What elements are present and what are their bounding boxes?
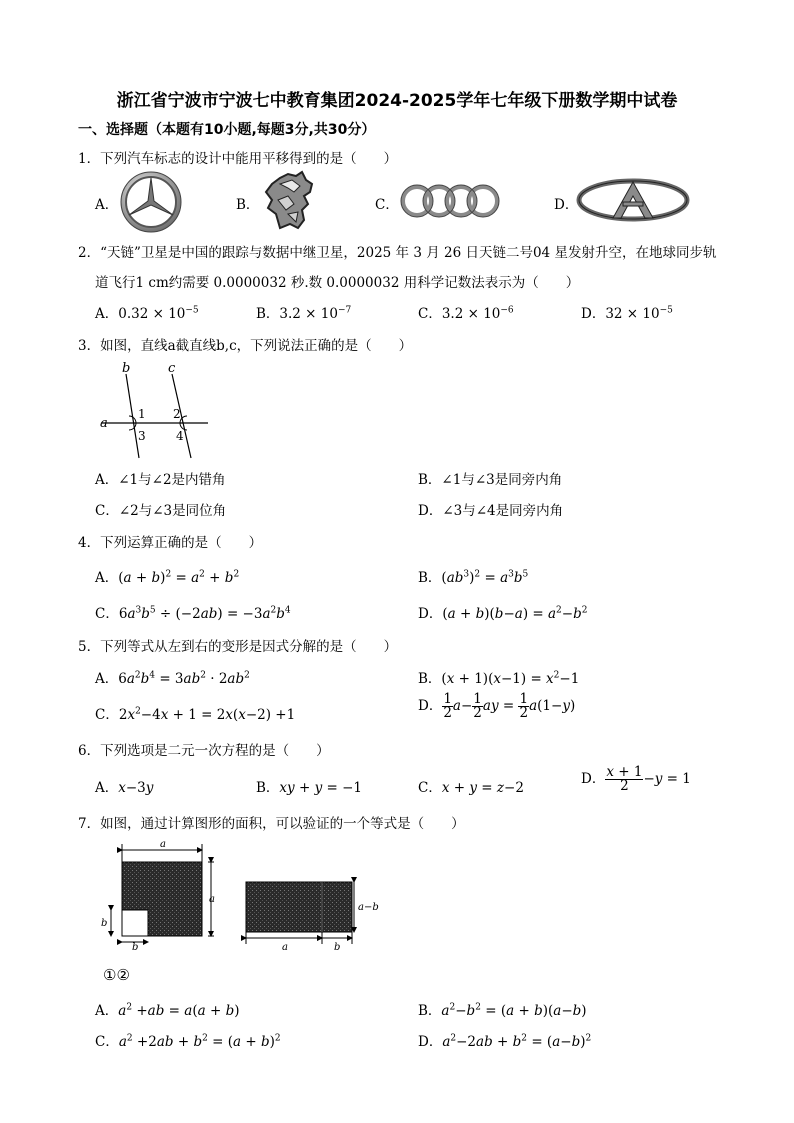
q7-label-a-bottom: a [282,942,288,953]
q6-option-b: B．xy + y = −1 [256,780,363,796]
q3-angle-2: 2 [173,407,181,421]
q6-option-c: C．x + y = z−2 [418,780,524,796]
q7-label-a-right: a [209,894,215,905]
q1-option-d-label: D． [554,197,579,213]
q6-option-a: A．x−3y [95,780,154,796]
q3-option-b: B．∠1与∠3是同旁内角 [418,472,563,488]
q2-option-c: C．$3.2 \times 10^{-6}$ [418,305,514,322]
q7-option-a: A．$a^2 +ab = a(a + b)$ [95,1002,240,1019]
q3-label-b: b [122,361,131,376]
question-6-stem: 6．下列选项是二元一次方程的是（ ） [78,743,330,759]
section-heading: 一、选择题（本题有10小题,每题3分,共30分） [78,122,376,138]
question-7-stem: 7．如图，通过计算图形的面积，可以验证的一个等式是（ ） [78,816,465,832]
q3-option-d: D．∠3与∠4是同旁内角 [418,503,564,519]
q3-figure [96,360,216,460]
question-3-stem: 3．如图，直线a截直线b,c，下列说法正确的是（ ） [78,338,413,354]
q7-label-b-left: b [101,918,108,929]
q3-angle-4: 4 [176,429,184,443]
q2-option-b: B．$3.2 \times 10^{-7}$ [256,305,352,322]
q5-option-c: C．$2x^2-4x + 1 = 2x(x-2) +1$ [95,706,296,723]
q4-option-d: D．$(a + b)(b-a) = a^2-b^2$ [418,605,588,622]
q7-label-a-top: a [160,839,166,850]
q1-option-c-label: C． [375,197,399,213]
q3-angle-3: 3 [138,429,146,443]
q7-option-d: D．$a^2-2ab + b^2 = (a-b)^2$ [418,1033,592,1050]
q1-option-a-label: A． [95,197,119,213]
question-1-stem: 1．下列汽车标志的设计中能用平移得到的是（ ） [78,151,398,167]
question-2-line-2: 道飞行1 cm约需要 0.0000032 秒.数 0.0000032 用科学记数法表示为（ ） [95,275,580,291]
q3-label-a: a [100,416,108,431]
q7-figure [96,838,396,953]
q2-option-a: A．$0.32 \times 10^{-5}$ [95,305,199,322]
q4-option-c: C．$6a^3b^5 \div (-2ab) = -3a^2b^4$ [95,605,291,622]
q7-label-b-bottom-2: b [334,942,341,953]
q3-label-c: c [168,361,176,376]
chery-logo-icon [577,178,689,222]
question-2-line-1: 2．“天链”卫星是中国的跟踪与数据中继卫星，2025 年 3 月 26 日天链二号04 星发射升空，在地球同步轨 [78,245,717,261]
q5-option-b: B．$(x + 1)(x-1) = x^2-1$ [418,670,580,687]
q3-option-c: C．∠2与∠3是同位角 [95,503,227,519]
q5-option-a: A．$6a^2b^4 = 3ab^2 \cdot 2ab^2$ [95,670,250,687]
q6-option-d: D． $\frac{x + 1}{2}$ −y = 1 [581,764,691,794]
q7-option-b: B．$a^2-b^2 = (a + b)(a-b)$ [418,1002,587,1019]
q3-angle-1: 1 [138,407,146,421]
question-4-stem: 4．下列运算正确的是（ ） [78,535,263,551]
q2-option-d: D．$32 \times 10^{-5}$ [581,305,673,322]
question-5-stem: 5．下列等式从左到右的变形是因式分解的是（ ） [78,639,398,655]
q3-option-a: A．∠1与∠2是内错角 [95,472,226,488]
q5-option-d: D． $\frac{1}{2}$ a− $\frac{1}{2}$ ay = $\frac{1}{2}$ a(1−y) [418,691,576,721]
page-title: 浙江省宁波市宁波七中教育集团2024-2025学年七年级下册数学期中试卷 [116,91,678,111]
q7-option-c: C．$a^2 +2ab + b^2 = (a + b)^2$ [95,1033,281,1050]
q4-option-a: A．$(a + b)^2 = a^2 + b^2$ [95,569,240,586]
q7-figure-numbers: ①② [103,966,130,984]
mercedes-logo-icon [118,170,184,234]
peugeot-logo-icon [258,170,320,232]
q1-option-b-label: B． [236,197,260,213]
audi-logo-icon [400,183,500,219]
q4-option-b: B．$(ab^3)^2 = a^3b^5$ [418,569,529,586]
q7-label-b-bottom: b [132,942,139,953]
q7-label-a-minus-b: a−b [358,902,379,913]
